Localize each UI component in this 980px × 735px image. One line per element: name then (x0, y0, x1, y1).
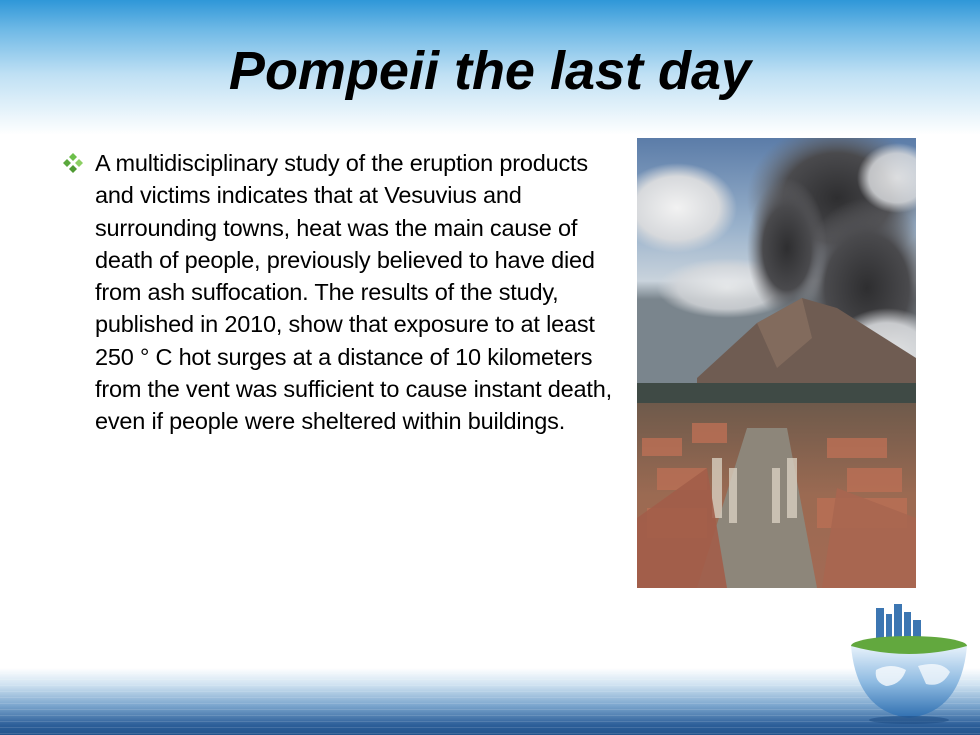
bullet-item-text: A multidisciplinary study of the eruption products and victims indicates that at Vesuvius and surrounding towns, heat was the main cause of death of people, previously believed to have died from ash suffocation. The results of the study, published in 2010, show that exposure to at least 250 ° C hot surges at a distance of 10 kilometers from the vent was sufficient to cause instant death, even if people were sheltered within buildings. (95, 150, 612, 435)
four-diamond-bullet-icon (62, 152, 84, 174)
bullet-list (62, 147, 630, 438)
globe-city-logo-icon (846, 600, 972, 725)
pompeii-eruption-image (637, 138, 916, 588)
footer-stripes (0, 668, 980, 735)
slide-title: Pompeii the last day (228, 41, 752, 101)
footer-gradient-band (0, 668, 980, 735)
